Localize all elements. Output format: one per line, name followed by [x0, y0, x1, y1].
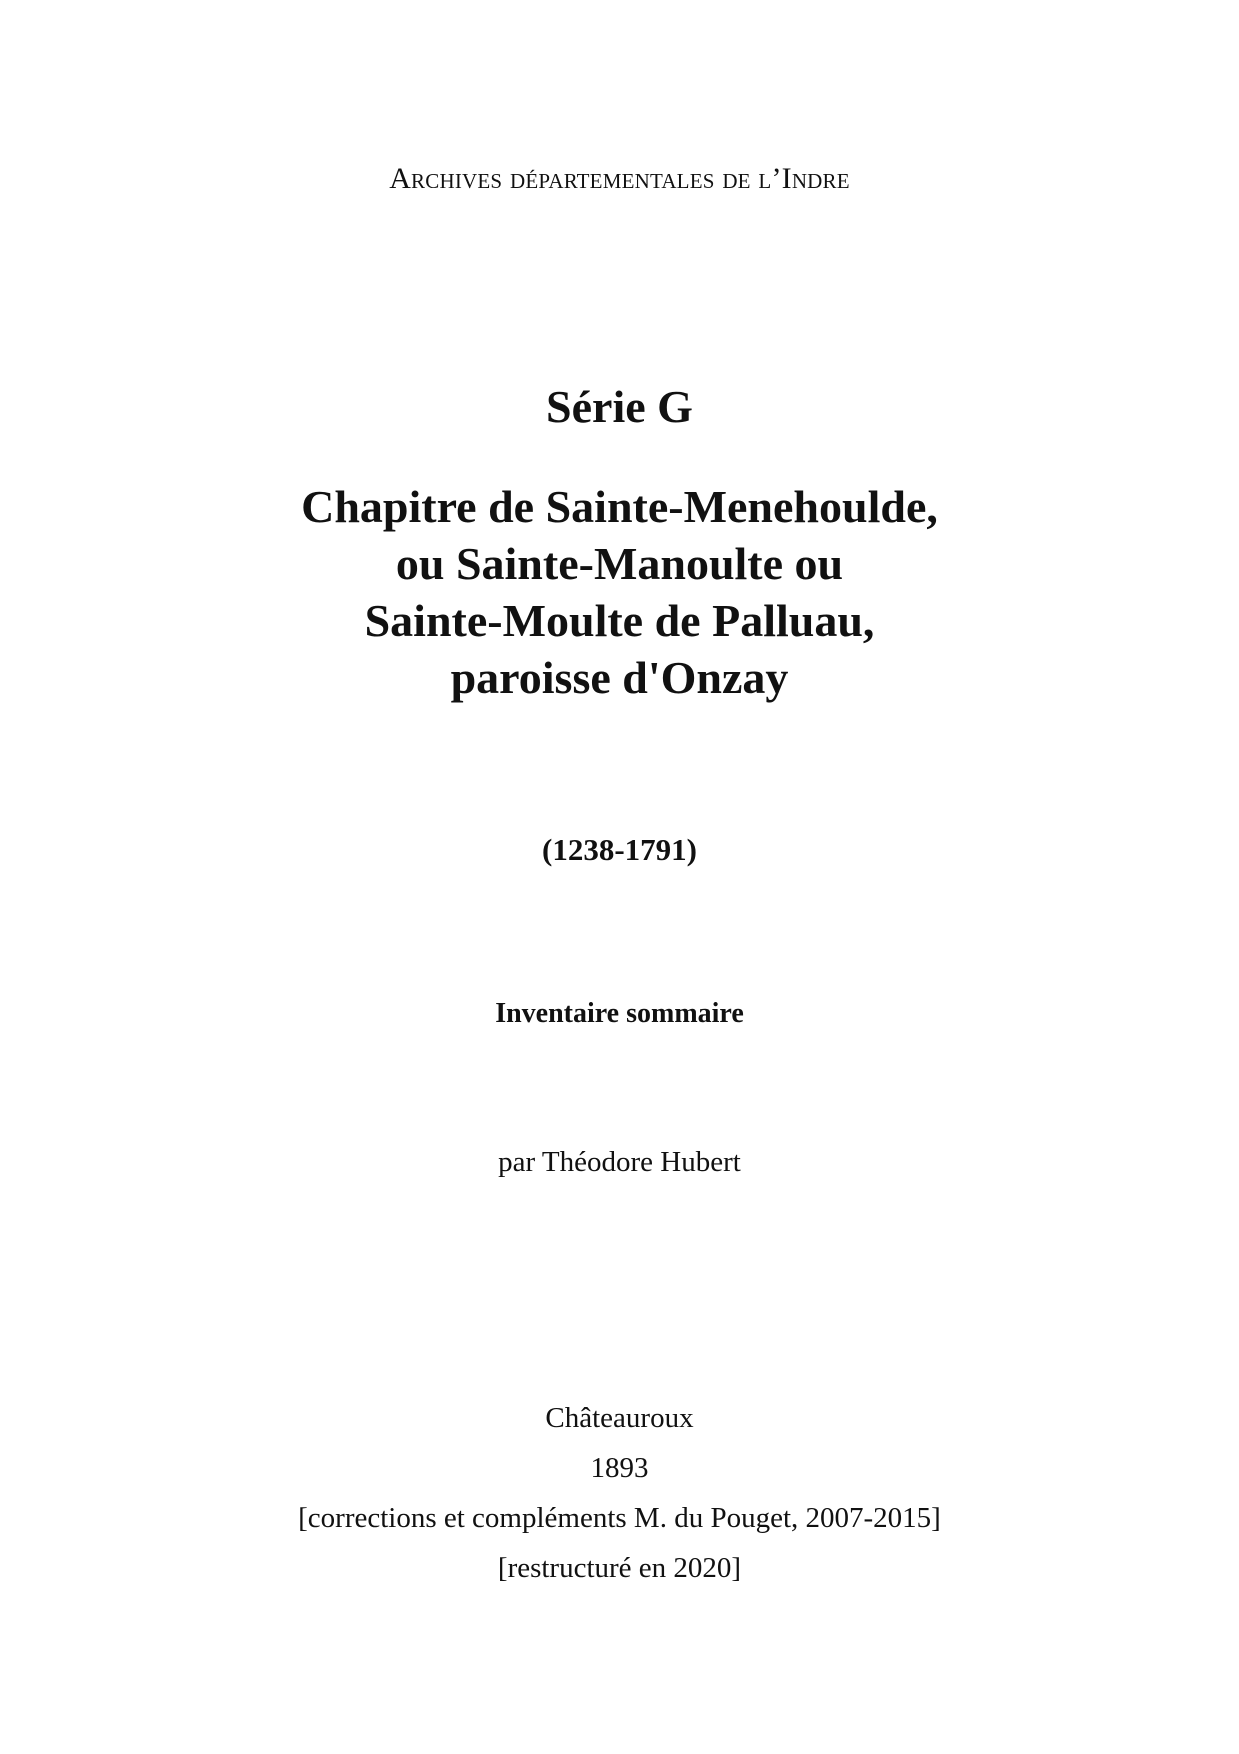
author: par Théodore Hubert: [498, 1146, 741, 1178]
subtitle: Inventaire sommaire: [495, 998, 744, 1029]
title-line: ou Sainte-Manoulte ou: [395, 538, 844, 589]
publication-place: Châteauroux: [545, 1402, 694, 1434]
publication-info: [0, 1393, 1239, 1593]
date-range: (1238-1791): [542, 832, 697, 867]
series-title: Série G: [546, 381, 693, 432]
title-line: Chapitre de Sainte-Menehoulde,: [301, 481, 938, 532]
publication-year: 1893: [590, 1452, 649, 1484]
title-line: Sainte-Moulte de Palluau,: [364, 595, 875, 646]
document-title: [0, 478, 1239, 706]
corrections-note: [corrections et compléments M. du Pouget, 2007-2015]: [298, 1502, 941, 1534]
restructured-note: [restructuré en 2020]: [497, 1552, 742, 1584]
title-line: paroisse d'Onzay: [450, 652, 789, 703]
archive-header: Archives départementales de l’Indre: [389, 162, 850, 195]
